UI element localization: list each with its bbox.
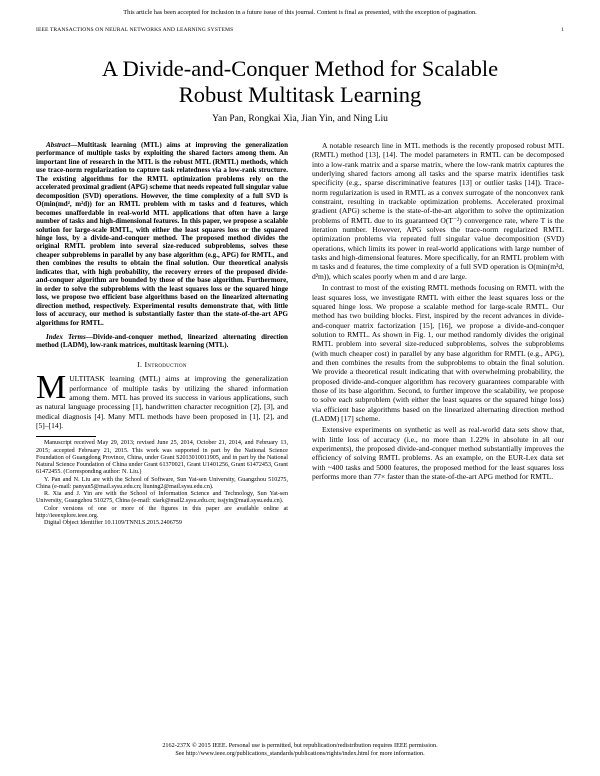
title-line-1: A Divide-and-Conquer Method for Scalable bbox=[101, 56, 499, 81]
introduction-paragraph bbox=[36, 369, 288, 430]
rights-info-line: See http://www.ieee.org/publications_standards/publications/rights/index.html for more information. bbox=[175, 750, 425, 757]
journal-name: IEEE TRANSACTIONS ON NEURAL NETWORKS AND LEARNING SYSTEMS bbox=[36, 27, 234, 33]
index-terms-text: —Divide-and-conquer method, linearized alternating direction method (LADM), low-rank matrices, multitask learning (MTL). bbox=[36, 332, 288, 350]
index-terms-label: Index Terms bbox=[46, 332, 86, 341]
body-paragraph: In contrast to most of the existing RMTL methods focusing on RMTL with the least squares loss, we investigate RMTL with either the least squares loss or the squared hinge loss. We propose a scalable method for large-scale RMTL. Our method has two building blocks. First, inspired by the recent advances in divide-and-conquer matrix factorization [15], [16], we propose a divide-and-conquer solution to RMTL. As shown in Fig. 1, our method randomly divides the original RMTL problem into several size-reduced subproblems, solves the subproblems (with much cheaper cost) in parallel by any base algorithm for RMTL (e.g., APG), and then combines the results from the subproblems to obtain the final solution. We provide a theoretical result indicating that with overwhelming probability, the proposed divide-and-conquer algorithm has recovery guarantees comparable with those of its base algorithm. Second, to further improve the scalability, we propose to solve each subproblem (with either the least squares or the squared hinge loss) via efficient base algorithms based on the linearized alternating direction method (LADM) [17] scheme. bbox=[312, 283, 564, 423]
intro-lead-word: ULTITASK bbox=[69, 374, 105, 384]
index-terms bbox=[36, 333, 288, 350]
body-paragraph: Extensive experiments on synthetic as well as real-world data sets show that, with little loss of accuracy (i.e., no more than 1.22% in absolute in all our experiments), the proposed divide-and-conquer method substantially improves the efficiency of solving RMTL problems. As an example, on the EUR-Lex data set with ~400 tasks and 5000 features, the proposed method for the least squares loss performs more than 77× faster than the state-of-the-art APG method for RMTL. bbox=[312, 425, 564, 482]
page-number: 1 bbox=[561, 27, 564, 33]
intro-text: learning (MTL) aims at improving the generalization performance of multiple tasks by utilizing the shared information among them. MTL has proved its success in various applications, such as natural language processing [1], handwritten character recognition [2], [3], and medical diagnosis [4]. Many MTL methods have been proposed in [1], [2], and [5]–[14]. bbox=[36, 374, 288, 430]
author-list: Yan Pan, Rongkai Xia, Jian Yin, and Ning Liu bbox=[212, 114, 388, 124]
running-header bbox=[36, 27, 564, 33]
footnote-divider bbox=[36, 436, 96, 437]
abstract-label: Abstract bbox=[46, 141, 71, 149]
title-line-2: Robust Multitask Learning bbox=[178, 82, 422, 107]
right-column bbox=[312, 141, 564, 481]
section-heading-introduction: I. Introduction bbox=[137, 359, 187, 369]
footnote-doi: Digital Object Identifier 10.1109/TNNLS.2015.2406759 bbox=[44, 520, 182, 527]
footnote-manuscript: Manuscript received May 29, 2013; revised June 25, 2014, October 21, 2014, and February 13, 2015; accepted February 21, 2015. This work was supported in part by the National Science Foundation of Guangdong Province, China, under Grant S2013010011905, and in part by the National Natural Science Foundation of China under Grant 61370021, Grant U1401256, Grant 61472453, Grant 61472455. (Corresponding author: N. Liu.) bbox=[36, 440, 288, 476]
acceptance-notice: This article has been accepted for inclusion in a future issue of this journal. Content is final as presented, with the exception of pagination. bbox=[123, 9, 477, 16]
copyright-line: 2162-237X © 2015 IEEE. Personal use is permitted, but republication/redistribution requires IEEE permission. bbox=[162, 742, 438, 749]
abstract bbox=[36, 141, 288, 327]
footnotes bbox=[36, 440, 288, 527]
body-paragraph: A notable research line in MTL methods is the recently proposed robust MTL (RMTL) method [13], [14]. The model parameters in RMTL can be decomposed into a low-rank matrix and a sparse matrix, where the low-rank matrix captures the underlying shared factors among all tasks and the sparse matrix identifies task specificity (e.g., sparse discriminative features [13] or outlier tasks [14]). Trace-norm regularization is used in RMTL as a convex surrogate of the nonconvex rank constraint, resulting in trackable optimization problems. Accelerated proximal gradient (APG) scheme is the state-of-the-art algorithm to solve the optimization problems of RMTL due to its guaranteed O(T⁻²) convergence rate, where T is the iteration number. However, APG solves the trace-norm regularized RMTL optimization problems via repeated full singular value decomposition (SVD) operations, which limits its power in real-world applications with large number of tasks and high-dimensional features. More specifically, for an RMTL problem with m tasks and d features, the time complexity of a full SVD operation is O(min(m²d, d²m)), which scales poorly when m and d are large. bbox=[312, 141, 564, 281]
footnote-affiliation-1: Y. Pan and N. Liu are with the School of Software, Sun Yat-sen University, Guangzhou 510275, China (e-mail: panyan5@mail.sysu.edu.cn; liuning2@mail.sysu.edu.cn). bbox=[36, 476, 288, 490]
abstract-text: —Multitask learning (MTL) aims at improving the generalization performance of multiple tasks by exploiting the shared factors among them. An important line of research in the MTL is the robust MTL (RMTL) methods, which use trace-norm regularization to capture task relatedness via a low-rank structure. The existing algorithms for the RMTL optimization problems rely on the accelerated proximal gradient (APG) scheme that needs repeated full singular value decomposition (SVD) operations. However, the time complexity of a full SVD is O(min(md², m²d)) for an RMTL problem with m tasks and d features, which becomes unaffordable in real-world MTL applications that often have a large number of tasks and high-dimensional features. In this paper, we propose a scalable solution for large-scale RMTL, with either the least squares loss or the squared hinge loss, by a divide-and-conquer method. The proposed method divides the original RMTL problem into several size-reduced subproblems, solves these cheaper subproblems in parallel by any base algorithm (e.g., APG) for RMTL, and then combines the results to obtain the final solution. Our theoretical analysis indicates that, with high probability, the recovery errors of the proposed divide-and-conquer algorithm are bounded by those of the base algorithm. Furthermore, in order to solve the subproblems with the least squares loss or the squared hinge loss, we propose two efficient base algorithms based on the linearized alternating direction method, respectively. Experimental results demonstrate that, with little loss of accuracy, our method is substantially faster than the state-of-the-art APG algorithms for RMTL. bbox=[36, 141, 288, 327]
left-column bbox=[36, 141, 288, 527]
drop-cap: M bbox=[36, 369, 67, 407]
copyright-footer bbox=[0, 742, 600, 758]
footnote-affiliation-2: R. Xia and J. Yin are with the School of Information Science and Technology, Sun Yat-sen University, Guangzhou 510275, China (e-mail: xiark@mail2.sysu.edu.cn; issjyin@mail.sysu.edu.cn). bbox=[36, 491, 288, 505]
footnote-color-versions: Color versions of one or more of the figures in this paper are available online at http://ieeexplore.ieee.org. bbox=[36, 505, 288, 519]
paper-title bbox=[0, 56, 600, 108]
